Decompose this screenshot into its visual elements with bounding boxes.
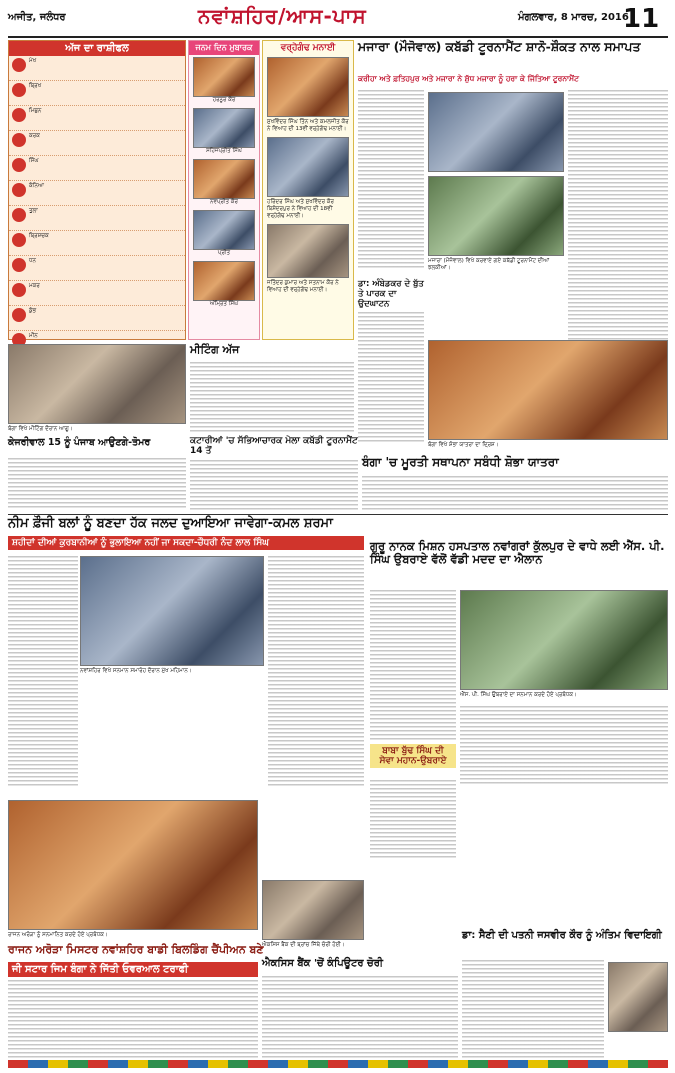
- rashi-row: [9, 281, 185, 306]
- article-body: [370, 590, 456, 740]
- baba-budh-headline: ਬਾਬਾ ਬੁੱਢ ਸਿੰਘ ਦੀ ਸੇਵਾ ਮਹਾਨ-ਉਬਰਾਏ: [370, 744, 456, 768]
- shaheedan-caption: ਨਵਾਂਸ਼ਹਿਰ ਵਿਖੇ ਸਨਮਾਨ ਸਮਾਰੋਹ ਦੌਰਾਨ ਮੁੱਖ ਮਹਿਮਾਨ।: [80, 668, 192, 674]
- article-body: [568, 90, 668, 340]
- zodiac-icon: [12, 158, 26, 172]
- zodiac-icon: [12, 308, 26, 322]
- rashi-row: [9, 81, 185, 106]
- article-body: [190, 460, 358, 510]
- bodybuilding-photo: [8, 800, 258, 930]
- rashi-row: [9, 56, 185, 81]
- hospital-headline: ਗੁਰੂ ਨਾਨਕ ਮਿਸ਼ਨ ਹਸਪਤਾਲ ਨਵਾਂਗਰਾਂ ਕੁੱਲਪੁਰ ਦੇ ਵਾਧੇ ਲਈ ਐੱਸ. ਪੀ. ਸਿੰਘ ਉਬਰਾਏ ਵੱਲੋਂ ਵੱਡੀ ਮਦਦ ਦਾ ਐਲਾਨ: [370, 539, 665, 567]
- portrait-photo: [608, 962, 668, 1032]
- kabaddi-headline: ਮਜਾਰਾ (ਮੌਜੋਵਾਲ) ਕਬੱਡੀ ਟੂਰਨਾਮੈਂਟ ਸ਼ਾਨੋ-ਸ਼ੌਕਤ ਨਾਲ ਸਮਾਪਤ: [358, 39, 641, 54]
- birthday-list: [189, 55, 259, 310]
- shaheedan-headline: ਸ਼ਹੀਦਾਂ ਦੀਆਂ ਕੁਰਬਾਨੀਆਂ ਨੂੰ ਭੁਲਾਇਆ ਨਹੀਂ ਜਾ ਸਕਦਾ-ਚੌਧਰੀ ਨੰਦ ਲਾਲ ਸਿੰਘ: [8, 536, 364, 550]
- article-body: [460, 706, 668, 786]
- couple-photo: [267, 224, 349, 278]
- rashi-name: ਮਿਥੁਨ: [29, 108, 42, 114]
- article-body: [8, 980, 258, 1058]
- birthday-entry: [189, 55, 259, 106]
- rashi-row: [9, 181, 185, 206]
- birthday-entry: [189, 208, 259, 259]
- kabaddi-subhead: ਕਰੀਹਾ ਅਤੇ ਫ਼ਤਿਹਪੁਰ ਅਤੇ ਮਜਾਰਾ ਨੇ ਸ਼ੁੱਧ ਮਜਾਰਾ ਨੂੰ ਹਰਾ ਕੇ ਜਿੱਤਿਆ ਟੂਰਨਾਮੈਂਟ: [358, 74, 579, 83]
- anniversary-caption: ਹਰਿੰਦਰ ਸਿੰਘ ਅਤੇ ਸੁਖਵਿੰਦਰ ਕੌਰ ਬਿਸ਼ੰਦਰਪੁਰ ਨੇ ਵਿਆਹ ਦੀ 18ਵੀਂ ਵਰ੍ਹੇਗੰਢ ਮਨਾਈ।: [267, 199, 334, 219]
- zodiac-icon: [12, 258, 26, 272]
- axis-headline: ਐਕਸਿਸ ਬੈਂਕ 'ਚੋਂ ਕੰਪਿਊਟਰ ਚੋਰੀ: [262, 958, 383, 969]
- birthday-entry: [189, 157, 259, 208]
- article-body: [8, 458, 186, 510]
- article-body: [358, 312, 424, 442]
- hospital-caption: ਐੱਸ. ਪੀ. ਸਿੰਘ ਉਬਰਾਏ ਦਾ ਸਨਮਾਨ ਕਰਦੇ ਹੋਏ ਪ੍ਰਬੰਧਕ।: [460, 692, 577, 698]
- rashi-name: ਧਨ: [29, 258, 36, 264]
- hospital-photo: [460, 590, 668, 690]
- anniversary-panel: [262, 40, 354, 340]
- rashi-row: [9, 131, 185, 156]
- neem-fauji-headline: ਨੀਮ ਫ਼ੌਜੀ ਬਲਾਂ ਨੂੰ ਬਣਦਾ ਹੱਕ ਜਲਦ ਦੁਆਇਆ ਜਾਵੇਗਾ-ਕਮਲ ਸ਼ਰਮਾ: [8, 514, 668, 532]
- zodiac-icon: [12, 283, 26, 297]
- zodiac-icon: [12, 233, 26, 247]
- rashi-name: ਕਰਕ: [29, 133, 40, 139]
- article-body: [8, 556, 78, 786]
- rashi-name: ਮੇਖ: [29, 58, 37, 64]
- bodybuilding-subhead: ਜੀ ਸਟਾਰ ਜਿਮ ਬੰਗਾ ਨੇ ਜਿੱਤੀ ਓਵਰਆਲ ਟਰਾਫੀ: [8, 962, 258, 977]
- birthday-name: ਹਰਨੂਰ ਕੌਰ: [212, 97, 236, 103]
- birthday-name: ਪ੍ਰੀਤ: [217, 250, 231, 256]
- child-photo: [193, 159, 255, 199]
- page-number: 11: [623, 4, 660, 34]
- bodybuilding-caption: ਰਾਜਨ ਅਰੋੜਾ ਨੂੰ ਸਨਮਾਨਿਤ ਕਰਦੇ ਹੋਏ ਪ੍ਰਬੰਧਕ।: [8, 932, 108, 938]
- rashi-row: [9, 256, 185, 281]
- rashi-name: ਮਕਰ: [29, 283, 40, 289]
- meeting-photo: [8, 344, 186, 424]
- birthday-name: ਸਹਿਜਪ੍ਰੀਤ ਸਿੰਘ: [206, 148, 242, 154]
- rashi-name: ਬ੍ਰਿਸ਼ਚਕ: [29, 233, 49, 239]
- kabaddi-photo-2: [428, 176, 564, 256]
- zodiac-icon: [12, 83, 26, 97]
- kejriwal-headline: ਕੇਜਰੀਵਾਲ 15 ਨੂੰ ਪੰਜਾਬ ਆਉਣਗੇ-ਤੋਮਰ: [8, 437, 151, 448]
- child-photo: [193, 57, 255, 97]
- murti-caption: ਬੰਗਾ ਵਿਖੇ ਸ਼ੋਭਾ ਯਾਤਰਾ ਦਾ ਦ੍ਰਿਸ਼।: [428, 442, 499, 448]
- katarian-headline: ਕਟਾਰੀਆਂ 'ਚ ਸੱਭਿਆਚਾਰਕ ਮੇਲਾ ਕਬੱਡੀ ਟੂਰਨਾਮੈਂਟ 14 ਤੋਂ: [190, 436, 358, 457]
- child-photo: [193, 210, 255, 250]
- article-body: [370, 780, 456, 860]
- murti-headline: ਬੰਗਾ 'ਚ ਮੂਰਤੀ ਸਥਾਪਨਾ ਸਬੰਧੀ ਸ਼ੋਭਾ ਯਾਤਰਾ: [362, 455, 559, 469]
- rashi-row: [9, 231, 185, 256]
- rashi-row: [9, 106, 185, 131]
- kejriwal-caption: ਬੰਗਾ ਵਿਖੇ ਮੀਟਿੰਗ ਦੌਰਾਨ ਆਗੂ।: [8, 426, 73, 432]
- article-body: [362, 476, 668, 512]
- birthday-entry: [189, 259, 259, 310]
- birthday-panel: [188, 40, 260, 340]
- masthead: [8, 4, 668, 38]
- rashi-name: ਕੰਨਿਆ: [29, 183, 44, 189]
- rashi-name: ਮੀਨ: [29, 333, 38, 339]
- couple-photo: [267, 137, 349, 197]
- ambedkar-headline: ਡਾ: ਅੰਬੇਡਕਰ ਦੇ ਬੁੱਤ ਤੇ ਪਾਰਕ ਦਾ ਉਦਘਾਟਨ: [358, 279, 424, 309]
- birthday-entry: [189, 106, 259, 157]
- rashifal-list: [9, 56, 185, 356]
- kabaddi-photo-1: [428, 92, 564, 172]
- birthday-name: ਅੰਮ੍ਰਿਤ ਸਿੰਘ: [209, 301, 239, 307]
- rashifal-title: ਅੱਜ ਦਾ ਰਾਸ਼ੀਫਲ: [9, 41, 185, 56]
- article-body: [190, 362, 354, 432]
- bodybuilding-headline: ਰਾਜਨ ਅਰੋੜਾ ਮਿਸਟਰ ਨਵਾਂਸ਼ਹਿਰ ਬਾਡੀ ਬਿਲਡਿੰਗ ਚੈਂਪੀਅਨ ਬਣੇ: [8, 943, 264, 956]
- procession-photo: [428, 340, 668, 440]
- anniversary-title: ਵਰ੍ਹੇਗੰਢ ਮਨਾਈ: [280, 43, 336, 53]
- rashi-row: [9, 306, 185, 331]
- meeting-headline: ਮੀਟਿੰਗ ਅੱਜ: [190, 343, 240, 356]
- zodiac-icon: [12, 208, 26, 222]
- child-photo: [193, 261, 255, 301]
- rashi-name: ਬ੍ਰਿਖ: [29, 83, 42, 89]
- kabaddi-caption: ਮਜਾਰਾ (ਮੌਜੋਵਾਲ) ਵਿਖੇ ਕਰਵਾਏ ਗਏ ਕਬੱਡੀ ਟੂਰਨਾਮੈਂਟ ਦੀਆਂ ਝਲਕੀਆਂ।: [428, 258, 550, 271]
- rashi-name: ਸਿੰਘ: [29, 158, 39, 164]
- edition-label: ਅਜੀਤ, ਜਲੰਧਰ: [8, 12, 66, 23]
- rashi-row: [9, 156, 185, 181]
- rashi-name: ਤੁਲਾ: [29, 208, 38, 214]
- anniversary-caption: ਸੁਖਵਿੰਦਰ ਸਿੰਘ ਤਿੰਨ ਅਤੇ ਕਮਲਜੀਤ ਕੌਰ ਨੇ ਵਿਆਹ ਦੀ 13ਵੀਂ ਵਰ੍ਹੇਗੰਢ ਮਨਾਈ।: [267, 119, 349, 132]
- birthday-name: ਨਵਪ੍ਰੀਤ ਕੌਰ: [210, 199, 238, 205]
- issue-date: ਮੰਗਲਵਾਰ, 8 ਮਾਰਚ, 2016: [518, 12, 629, 23]
- anniversary-caption: ਜਤਿੰਦਰ ਕੁਮਾਰ ਅਤੇ ਸਤਨਾਮ ਕੌਰ ਨੇ ਵਿਆਹ ਦੀ ਵਰ੍ਹੇਗੰਢ ਮਨਾਈ।: [267, 280, 339, 293]
- article-body: [462, 960, 604, 1058]
- ceremony-photo: [80, 556, 264, 666]
- section-title: ਨਵਾਂਸ਼ਹਿਰ/ਆਸ-ਪਾਸ: [198, 4, 367, 28]
- rashi-row: [9, 206, 185, 231]
- color-registration-bar: [8, 1060, 668, 1068]
- birthday-title: ਜਨਮ ਦਿਨ ਮੁਬਾਰਕ: [189, 41, 259, 55]
- zodiac-icon: [12, 133, 26, 147]
- child-photo: [193, 108, 255, 148]
- article-body: [262, 976, 458, 1058]
- bank-photo: [262, 880, 364, 940]
- zodiac-icon: [12, 58, 26, 72]
- couple-photo: [267, 57, 349, 117]
- article-body: [358, 90, 424, 270]
- article-body: [268, 556, 364, 786]
- zodiac-icon: [12, 108, 26, 122]
- axis-caption: ਐਕਸਿਸ ਬੈਂਕ ਦੀ ਬ੍ਰਾਂਚ ਜਿੱਥੇ ਚੋਰੀ ਹੋਈ।: [262, 942, 345, 948]
- rashifal-panel: [8, 40, 186, 340]
- rashi-name: ਕੁੰਭ: [29, 308, 37, 314]
- zodiac-icon: [12, 183, 26, 197]
- saini-headline: ਡਾ: ਸੈਣੀ ਦੀ ਪਤਨੀ ਜਸਵੀਰ ਕੌਰ ਨੂੰ ਅੰਤਿਮ ਵਿਦਾਇਗੀ: [462, 930, 662, 941]
